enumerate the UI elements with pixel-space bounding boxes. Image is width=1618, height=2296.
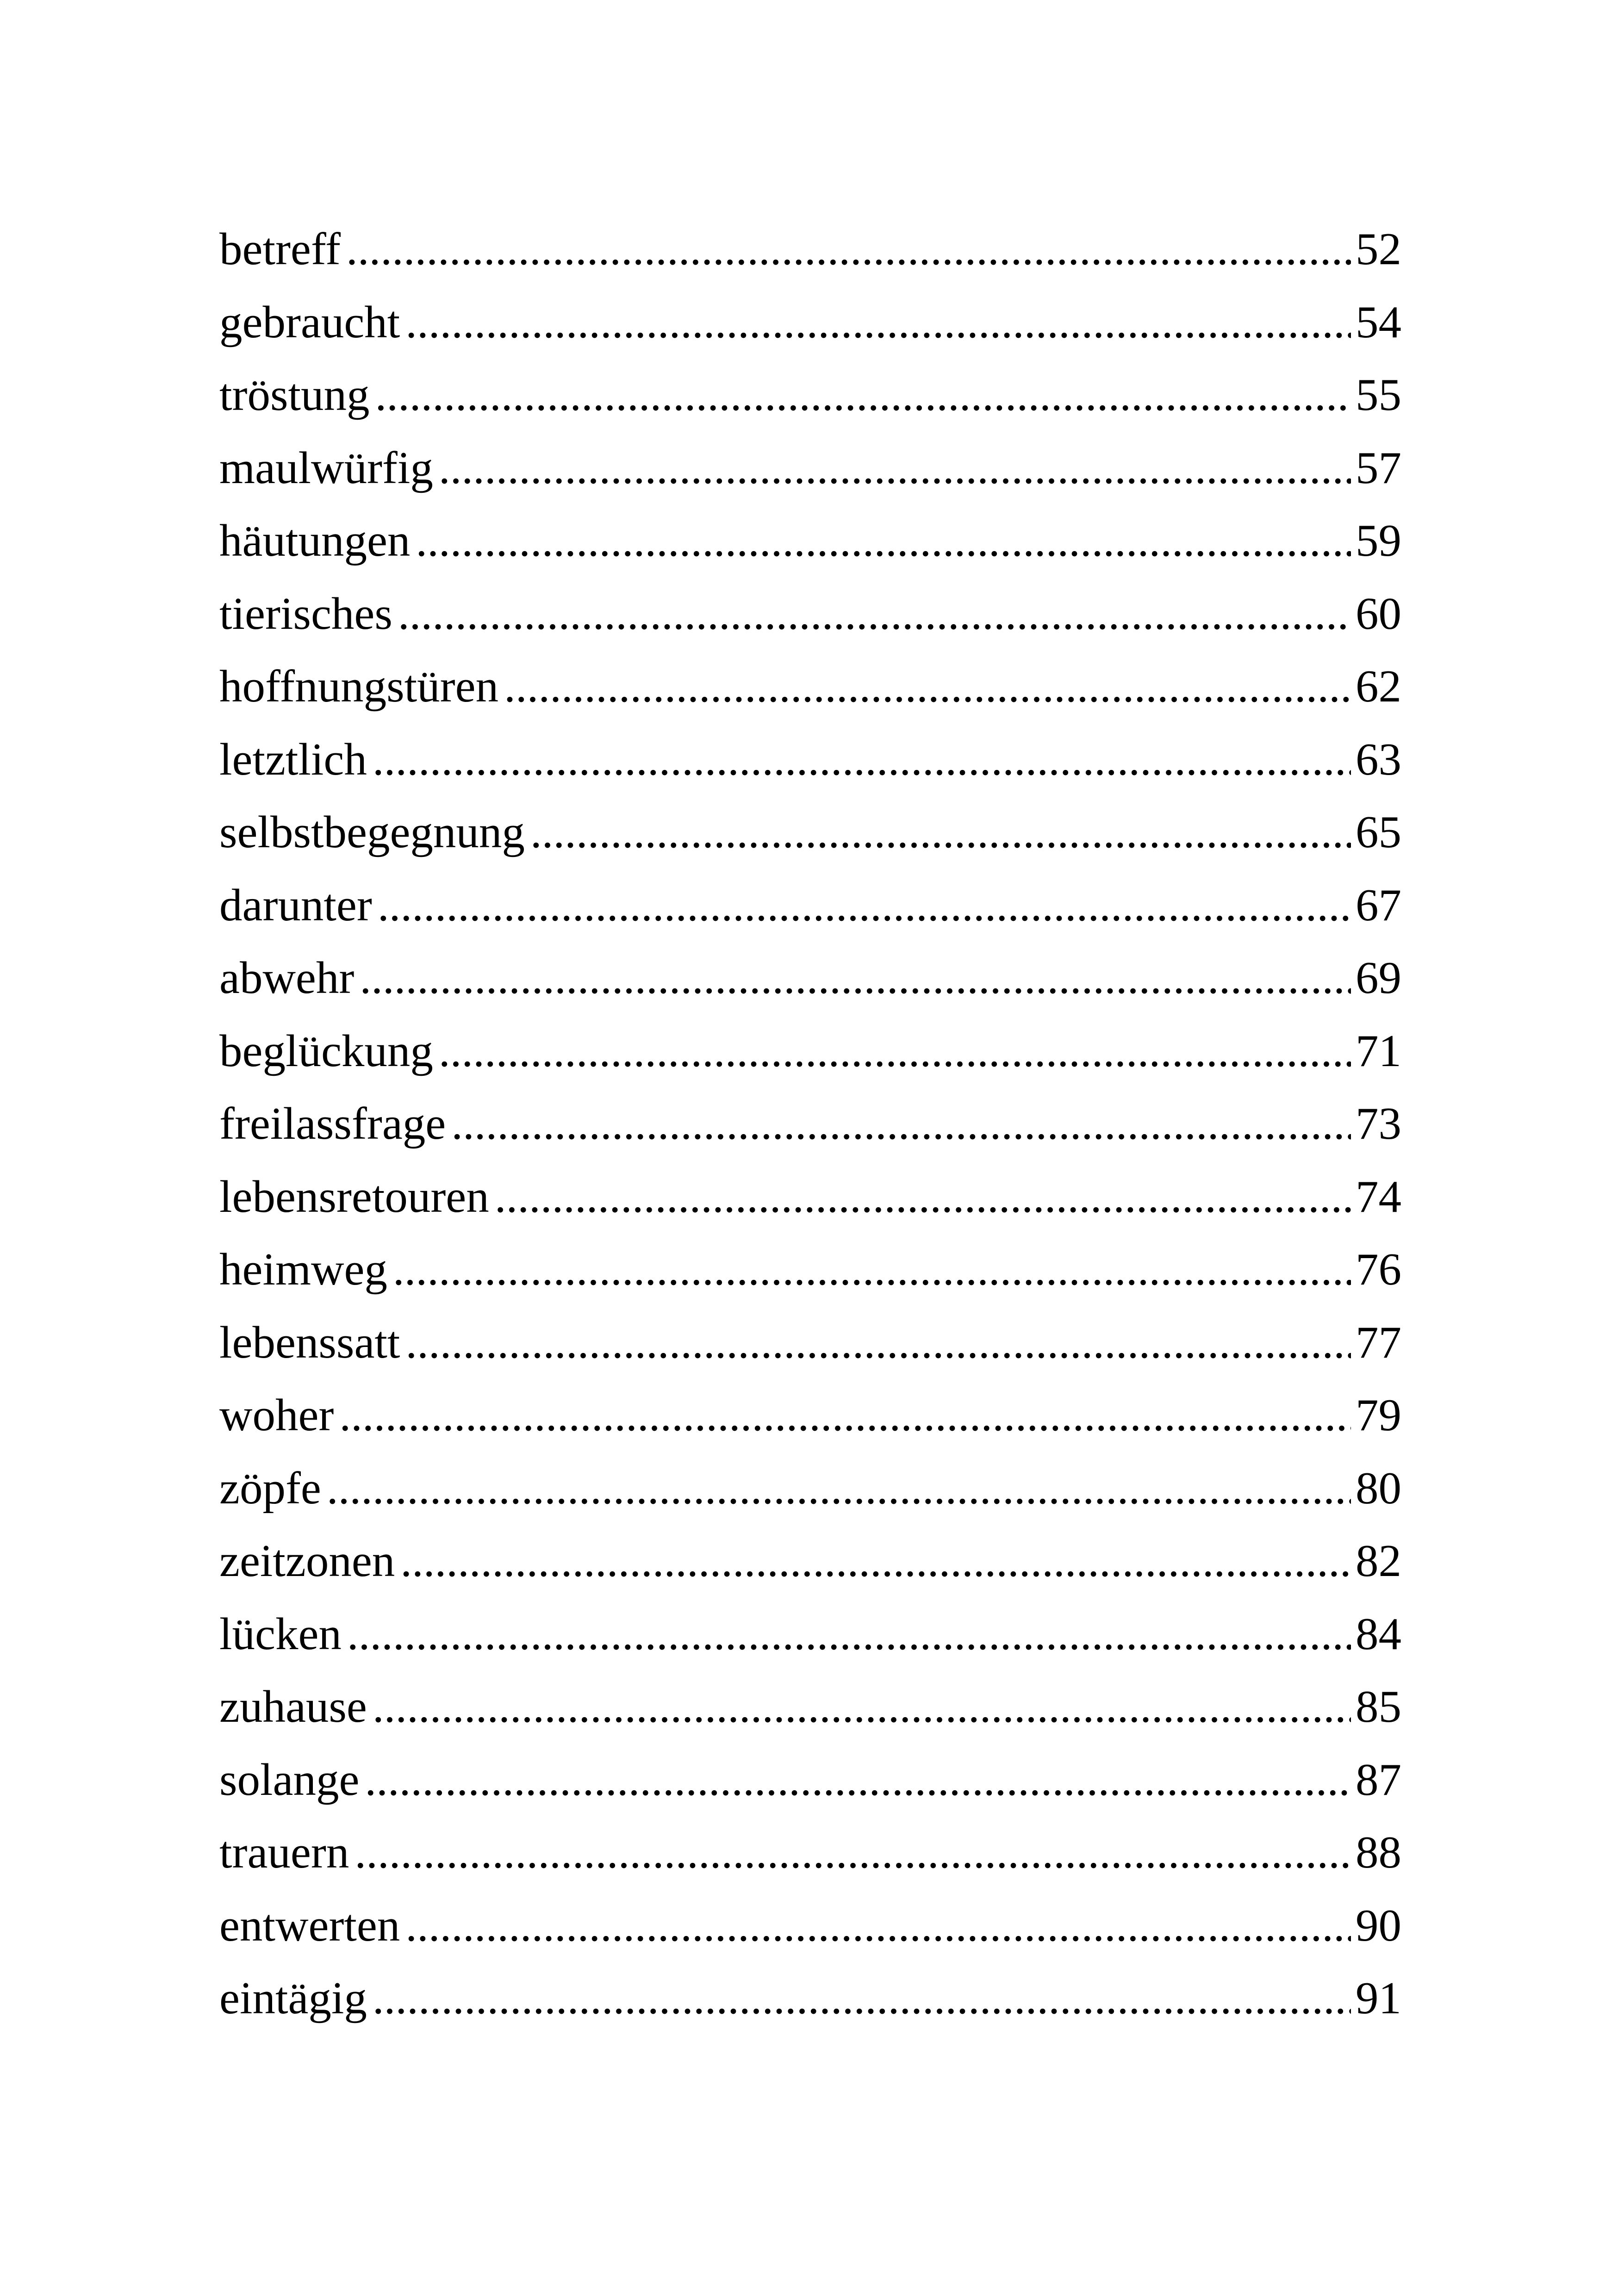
dot-leader xyxy=(439,1015,1351,1088)
toc-entry xyxy=(219,432,1401,505)
toc-entry-title: hoffnungstüren xyxy=(219,661,499,712)
dot-leader xyxy=(416,504,1351,577)
toc-entry-page: 55 xyxy=(1356,370,1401,420)
toc-entry-title: gebraucht xyxy=(219,297,400,348)
toc-entry-title: trauern xyxy=(219,1827,349,1878)
toc-entry-page: 65 xyxy=(1356,807,1401,857)
toc-entry-page: 90 xyxy=(1356,1900,1401,1951)
dot-leader xyxy=(339,1379,1351,1452)
toc-entry-page: 80 xyxy=(1356,1463,1401,1514)
toc-entry-page: 88 xyxy=(1356,1827,1401,1878)
dot-leader xyxy=(378,869,1351,942)
toc-entry-page: 74 xyxy=(1356,1171,1401,1222)
toc-entry-title: häutungen xyxy=(219,515,411,566)
toc-entry-title: letztlich xyxy=(219,734,367,785)
toc-entry-title: entwerten xyxy=(219,1900,400,1951)
toc-entry xyxy=(219,1670,1401,1744)
toc-entry-page: 67 xyxy=(1356,880,1401,931)
toc-entry-title: maulwürfig xyxy=(219,442,433,493)
dot-leader xyxy=(373,723,1351,796)
toc-entry xyxy=(219,1379,1401,1452)
toc-entry-page: 87 xyxy=(1356,1754,1401,1805)
dot-leader xyxy=(365,1744,1351,1817)
dot-leader xyxy=(355,1816,1351,1889)
dot-leader xyxy=(360,942,1351,1015)
toc-entry-title: solange xyxy=(219,1754,360,1805)
dot-leader xyxy=(398,577,1351,651)
toc-entry xyxy=(219,213,1401,286)
toc-entry-title: tierisches xyxy=(219,588,392,639)
toc-entry-page: 73 xyxy=(1356,1098,1401,1149)
toc-entry-page: 59 xyxy=(1356,515,1401,566)
dot-leader xyxy=(495,1160,1351,1234)
dot-leader xyxy=(375,359,1351,432)
toc-entry-page: 76 xyxy=(1356,1244,1401,1295)
toc-entry xyxy=(219,1452,1401,1525)
toc-entry xyxy=(219,504,1401,577)
toc-entry xyxy=(219,286,1401,359)
toc-entry-title: zeitzonen xyxy=(219,1536,395,1586)
dot-leader xyxy=(327,1452,1351,1525)
toc-entry-title: lebenssatt xyxy=(219,1317,400,1368)
toc-entry xyxy=(219,869,1401,942)
toc-entry xyxy=(219,1889,1401,1962)
dot-leader xyxy=(405,1889,1351,1962)
dot-leader xyxy=(504,650,1351,723)
toc-entry xyxy=(219,723,1401,796)
dot-leader xyxy=(400,1525,1351,1598)
dot-leader xyxy=(451,1087,1351,1160)
dot-leader xyxy=(346,213,1351,286)
toc-entry-page: 54 xyxy=(1356,297,1401,348)
toc-entry-page: 52 xyxy=(1356,224,1401,274)
toc-entry-page: 77 xyxy=(1356,1317,1401,1368)
toc-entry-title: betreff xyxy=(219,224,341,274)
toc-entry-page: 82 xyxy=(1356,1536,1401,1586)
dot-leader xyxy=(373,1670,1351,1744)
toc-entry-title: lebensretouren xyxy=(219,1171,489,1222)
toc-entry xyxy=(219,359,1401,432)
toc-entry-page: 91 xyxy=(1356,1973,1401,2023)
toc-entry-title: selbstbegegnung xyxy=(219,807,525,857)
toc-entry xyxy=(219,1744,1401,1817)
toc-entry xyxy=(219,1598,1401,1671)
toc-entry-title: heimweg xyxy=(219,1244,387,1295)
toc-entry xyxy=(219,1525,1401,1598)
toc-entry-page: 69 xyxy=(1356,953,1401,1003)
toc-entry xyxy=(219,1306,1401,1379)
toc-entry-page: 62 xyxy=(1356,661,1401,712)
toc-entry-title: freilassfrage xyxy=(219,1098,446,1149)
toc-entry xyxy=(219,650,1401,723)
toc-entry-page: 57 xyxy=(1356,442,1401,493)
dot-leader xyxy=(373,1962,1351,2035)
toc-entry xyxy=(219,942,1401,1015)
dot-leader xyxy=(393,1233,1351,1306)
toc-entry xyxy=(219,1962,1401,2035)
table-of-contents xyxy=(219,213,1401,2035)
toc-entry-page: 71 xyxy=(1356,1025,1401,1076)
toc-entry xyxy=(219,577,1401,651)
toc-entry-title: lücken xyxy=(219,1608,342,1659)
toc-entry xyxy=(219,1015,1401,1088)
dot-leader xyxy=(439,432,1351,505)
toc-entry-title: darunter xyxy=(219,880,372,931)
toc-entry-page: 60 xyxy=(1356,588,1401,639)
dot-leader xyxy=(530,796,1351,869)
toc-entry-title: tröstung xyxy=(219,370,370,420)
toc-entry-title: eintägig xyxy=(219,1973,367,2023)
toc-entry-page: 63 xyxy=(1356,734,1401,785)
toc-entry-page: 79 xyxy=(1356,1390,1401,1440)
toc-entry xyxy=(219,1087,1401,1160)
toc-entry-title: woher xyxy=(219,1390,334,1440)
toc-entry-page: 84 xyxy=(1356,1608,1401,1659)
toc-entry xyxy=(219,1233,1401,1306)
toc-entry-title: zuhause xyxy=(219,1682,367,1732)
toc-entry-title: abwehr xyxy=(219,953,355,1003)
toc-entry-title: zöpfe xyxy=(219,1463,321,1514)
toc-entry xyxy=(219,1816,1401,1889)
dot-leader xyxy=(405,1306,1351,1379)
toc-entry xyxy=(219,1160,1401,1234)
dot-leader xyxy=(347,1598,1351,1671)
dot-leader xyxy=(405,286,1351,359)
toc-entry xyxy=(219,796,1401,869)
toc-entry-page: 85 xyxy=(1356,1682,1401,1732)
toc-entry-title: beglückung xyxy=(219,1025,433,1076)
